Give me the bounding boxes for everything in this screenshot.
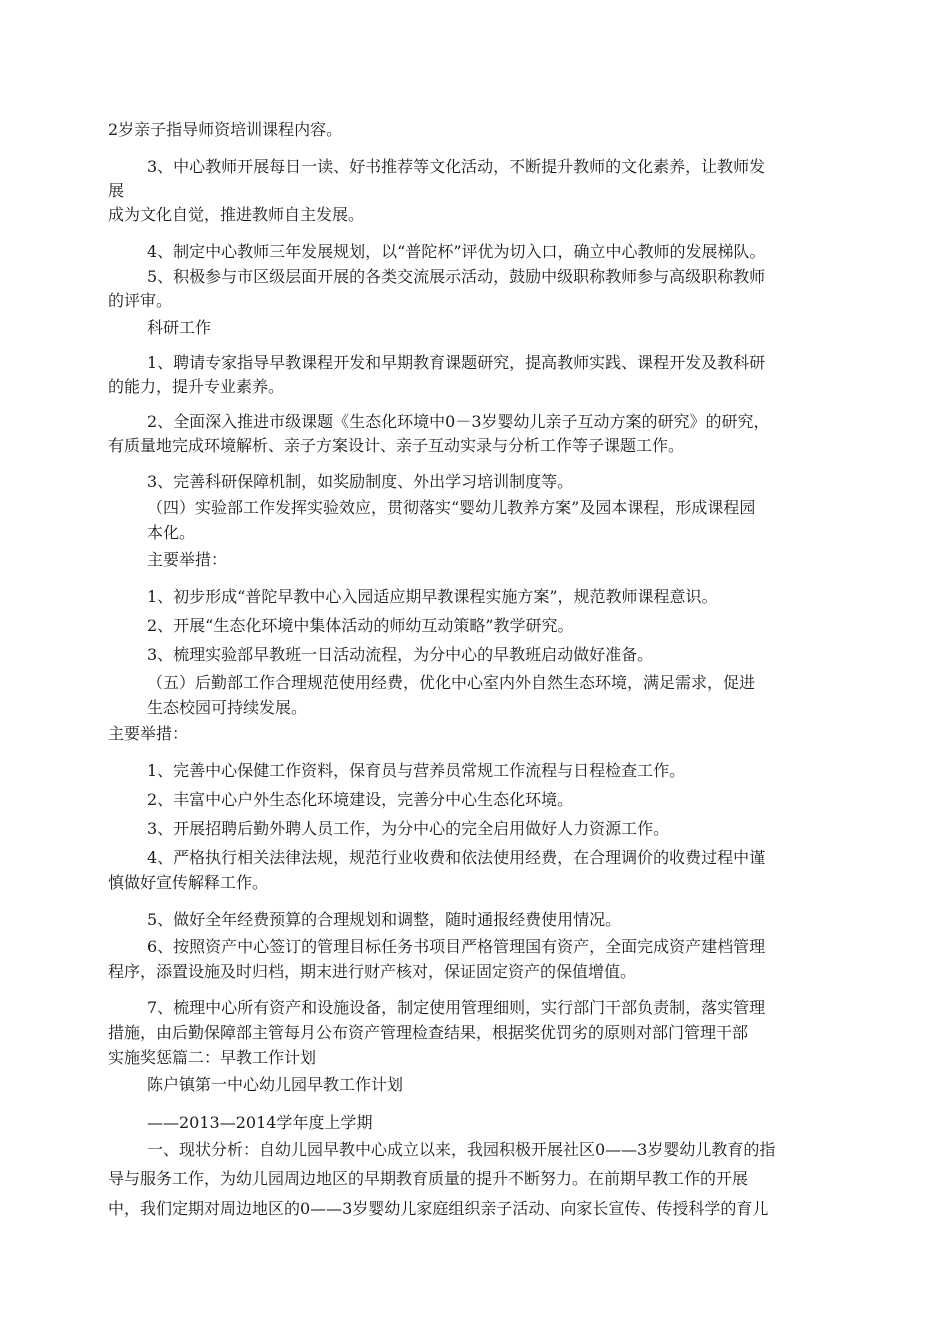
text-line: 生态校园可持续发展。 [147, 698, 308, 717]
text-line: 2岁亲子指导师资培训课程内容。 [108, 120, 343, 139]
text-line: 5、做好全年经费预算的合理规划和调整，随时通报经费使用情况。 [147, 910, 622, 929]
text-line: （五）后勤部工作合理规范使用经费，优化中心室内外自然生态环境，满足需求，促进 [147, 673, 756, 692]
text-line: 1、完善中心保健工作资料，保育员与营养员常规工作流程与日程检查工作。 [147, 761, 686, 780]
text-line: 1、初步形成“普陀早教中心入园适应期早教课程实施方案”，规范教师课程意识。 [147, 587, 718, 606]
text-line: （四）实验部工作发挥实验效应，贯彻落实“婴幼儿教养方案”及园本课程，形成课程园 [147, 498, 756, 517]
text-line: 慎做好宣传解释工作。 [108, 873, 269, 892]
text-line: 4、制定中心教师三年发展规划，以“普陀杯”评优为切入口，确立中心教师的发展梯队。 [147, 242, 766, 261]
text-line: 3、开展招聘后勤外聘人员工作，为分中心的完全启用做好人力资源工作。 [147, 819, 670, 838]
section-heading: 主要举措： [108, 724, 189, 743]
text-line: 本化。 [147, 523, 196, 542]
document-subtitle: ——2013—2014学年度上学期 [147, 1113, 373, 1132]
text-line: 3、中心教师开展每日一读、好书推荐等文化活动，不断提升教师的文化素养，让教师发 [147, 157, 766, 176]
text-line: 一、现状分析：自幼儿园早教中心成立以来，我园积极开展社区0——3岁婴幼儿教育的指 [147, 1140, 776, 1159]
text-line: 实施奖惩篇二：早教工作计划 [108, 1048, 317, 1067]
section-heading: 科研工作 [147, 318, 212, 337]
text-line: 1、聘请专家指导早教课程开发和早期教育课题研究，提高教师实践、课程开发及教科研 [147, 353, 766, 372]
section-heading: 主要举措： [147, 550, 228, 569]
text-line: 程序，添置设施及时归档，期末进行财产核对，保证固定资产的保值增值。 [108, 962, 637, 981]
text-line: 展 [108, 181, 125, 200]
text-line: 4、严格执行相关法律法规，规范行业收费和依法使用经费，在合理调价的收费过程中谨 [147, 848, 766, 867]
text-line: 的能力，提升专业素养。 [108, 377, 285, 396]
text-line: 2、丰富中心户外生态化环境建设，完善分中心生态化环境。 [147, 790, 574, 809]
document-title: 陈户镇第一中心幼儿园早教工作计划 [147, 1075, 404, 1094]
text-line: 的评审。 [108, 291, 173, 310]
text-line: 5、积极参与市区级层面开展的各类交流展示活动，鼓励中级职称教师参与高级职称教师 [147, 267, 766, 286]
text-line: 3、梳理实验部早教班一日活动流程，为分中心的早教班启动做好准备。 [147, 645, 654, 664]
text-line: 3、完善科研保障机制，如奖励制度、外出学习培训制度等。 [147, 472, 574, 491]
text-line: 2、开展“生态化环境中集体活动的师幼互动策略”教学研究。 [147, 616, 574, 635]
text-line: 成为文化自觉，推进教师自主发展。 [108, 205, 365, 224]
text-line: 6、按照资产中心签订的管理目标任务书项目严格管理国有资产，全面完成资产建档管理 [147, 937, 766, 956]
text-line: 导与服务工作，为幼儿园周边地区的早期教育质量的提升不断努力。在前期早教工作的开展 [108, 1169, 749, 1188]
text-line: 7、梳理中心所有资产和设施设备，制定使用管理细则，实行部门干部负责制，落实管理 [147, 998, 766, 1017]
text-line: 有质量地完成环境解析、亲子方案设计、亲子互动实录与分析工作等子课题工作。 [108, 436, 685, 455]
text-line: 中，我们定期对周边地区的0——3岁婴幼儿家庭组织亲子活动、向家长宣传、传授科学的育儿 [108, 1199, 769, 1218]
text-line: 2、全面深入推进市级课题《生态化环境中0－3岁婴幼儿亲子互动方案的研究》的研究， [147, 412, 770, 431]
text-line: 措施，由后勤保障部主管每月公布资产管理检查结果，根据奖优罚劣的原则对部门管理干部 [108, 1023, 749, 1042]
